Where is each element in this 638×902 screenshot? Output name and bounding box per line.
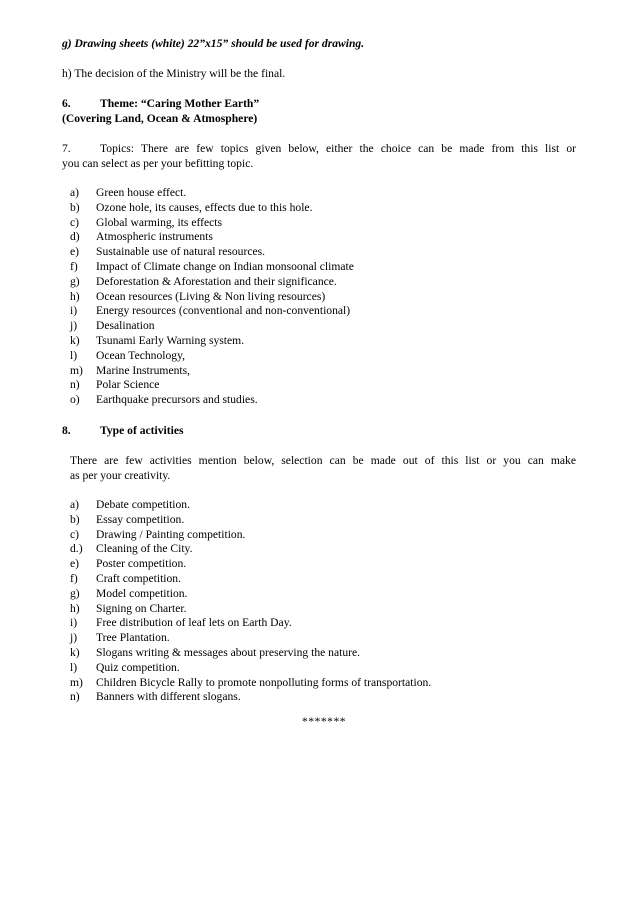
section-8-intro-line-2: as per your creativity.: [70, 468, 171, 482]
document-page: [62, 36, 576, 729]
list-item-marker: c): [70, 527, 80, 541]
list-item-marker: i): [70, 616, 78, 630]
list-item-marker: n): [70, 378, 80, 392]
list-item: [70, 290, 576, 305]
list-item: [70, 186, 576, 201]
list-item-text: Poster competition.: [96, 557, 187, 571]
list-item-text: Energy resources (conventional and non-conventional): [96, 304, 351, 318]
list-item-marker: h): [70, 601, 80, 615]
topics-list: [62, 186, 576, 408]
list-item: [70, 334, 576, 349]
list-item: [70, 393, 576, 408]
list-item-marker: b): [70, 512, 80, 526]
list-item-marker: i): [70, 304, 78, 318]
list-item: [70, 602, 576, 617]
list-item: [70, 587, 576, 602]
list-item: [70, 230, 576, 245]
list-item: [70, 319, 576, 334]
list-item-marker: e): [70, 245, 80, 259]
list-item: [70, 676, 576, 691]
list-item-text: Banners with different slogans.: [96, 690, 241, 704]
section-8: [62, 423, 576, 705]
list-item-marker: m): [70, 363, 83, 377]
list-item-marker: l): [70, 348, 78, 362]
list-item: [70, 349, 576, 364]
list-item-marker: k): [70, 645, 80, 659]
section-6-subtitle: (Covering Land, Ocean & Atmosphere): [62, 112, 258, 125]
list-item: [70, 646, 576, 661]
list-item-text: Debate competition.: [96, 497, 191, 511]
list-item: [70, 498, 576, 513]
list-item-marker: e): [70, 557, 80, 571]
section-6-heading: [62, 96, 576, 126]
list-item-text: Green house effect.: [96, 186, 187, 199]
end-marker: *******: [301, 715, 347, 729]
list-item: [70, 631, 576, 646]
list-item-text: Signing on Charter.: [96, 601, 187, 615]
list-item-marker: f): [70, 259, 78, 273]
list-item-text: Deforestation & Aforestation and their significance.: [96, 274, 337, 288]
list-item: [70, 572, 576, 587]
list-item: [70, 201, 576, 216]
section-7-intro-line-2: you can select as per your befitting topic.: [62, 157, 254, 170]
list-item-text: Earthquake precursors and studies.: [96, 393, 258, 407]
list-item-text: Tsunami Early Warning system.: [96, 333, 245, 347]
list-item-text: Quiz competition.: [96, 660, 180, 674]
list-item-text: Children Bicycle Rally to promote nonpolluting forms of transportation.: [96, 675, 432, 689]
section-8-number: 8.: [62, 423, 71, 437]
list-item-text: Polar Science: [96, 378, 160, 392]
activities-list: [62, 498, 576, 705]
list-item: [70, 690, 576, 705]
section-8-title: Type of activities: [100, 423, 184, 437]
list-item: [70, 304, 576, 319]
section-6-title: Theme: “Caring Mother Earth”: [100, 97, 260, 110]
section-8-intro: [62, 453, 576, 483]
list-item-text: Sustainable use of natural resources.: [96, 245, 266, 259]
list-item-marker: o): [70, 393, 80, 407]
list-item-marker: f): [70, 571, 78, 585]
list-item-marker: b): [70, 200, 80, 214]
list-item-text: Tree Plantation.: [96, 631, 170, 645]
list-item-text: Ozone hole, its causes, effects due to this hole.: [96, 200, 313, 214]
list-item-text: Drawing / Painting competition.: [96, 527, 246, 541]
list-item: [70, 528, 576, 543]
list-item-text: Free distribution of leaf lets on Earth Day.: [96, 616, 292, 630]
list-item-marker: j): [70, 319, 78, 333]
list-item: [70, 275, 576, 290]
note-drawing-sheets: g) Drawing sheets (white) 22”x15” should be used for drawing.: [62, 37, 365, 50]
list-item-text: Slogans writing & messages about preserving the nature.: [96, 645, 361, 659]
list-item-text: Marine Instruments,: [96, 363, 191, 377]
list-item-marker: a): [70, 497, 80, 511]
list-item-text: Cleaning of the City.: [96, 542, 193, 556]
section-7: [62, 141, 576, 408]
list-item-marker: a): [70, 186, 80, 199]
list-item-marker: j): [70, 631, 78, 645]
list-item-marker: l): [70, 660, 78, 674]
list-item: [70, 260, 576, 275]
list-item-text: Atmospheric instruments: [96, 230, 213, 244]
list-item-marker: d.): [70, 542, 83, 556]
list-item: [70, 616, 576, 631]
note-ministry-decision: h) The decision of the Ministry will be the final.: [62, 67, 286, 80]
list-item: [70, 364, 576, 379]
list-item: [70, 378, 576, 393]
list-item-marker: d): [70, 230, 80, 244]
list-item-marker: g): [70, 586, 80, 600]
list-item-marker: n): [70, 690, 80, 704]
list-item-marker: h): [70, 289, 80, 303]
section-7-intro-line-1: Topics: There are few topics given below, either the choice can be made from this list or: [100, 142, 576, 155]
list-item: [70, 216, 576, 231]
list-item-text: Model competition.: [96, 586, 188, 600]
list-item-text: Craft competition.: [96, 571, 182, 585]
list-item: [70, 245, 576, 260]
list-item-marker: k): [70, 333, 80, 347]
list-item-text: Desalination: [96, 319, 155, 333]
list-item-text: Global warming, its effects: [96, 215, 222, 229]
section-8-intro-line-1: There are few activities mention below, selection can be made out of this list or you can make: [70, 453, 576, 467]
list-item-marker: m): [70, 675, 83, 689]
list-item-marker: c): [70, 215, 80, 229]
list-item: [70, 557, 576, 572]
list-item-text: Essay competition.: [96, 512, 185, 526]
list-item: [70, 513, 576, 528]
list-item-text: Ocean Technology,: [96, 348, 186, 362]
section-7-number: 7.: [62, 142, 71, 155]
list-item: [70, 542, 576, 557]
list-item-marker: g): [70, 274, 80, 288]
section-6-number: 6.: [62, 97, 71, 110]
list-item-text: Ocean resources (Living & Non living resources): [96, 289, 326, 303]
list-item-text: Impact of Climate change on Indian monsoonal climate: [96, 259, 354, 273]
list-item: [70, 661, 576, 676]
